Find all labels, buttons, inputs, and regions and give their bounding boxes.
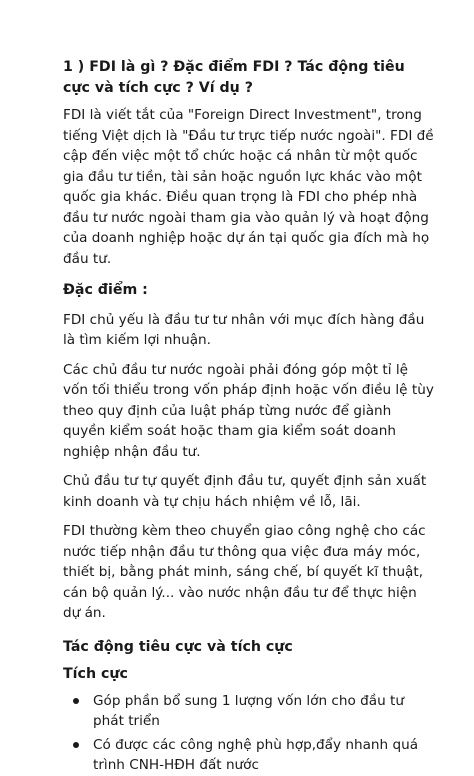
list-item [93,691,436,732]
feature-paragraph: FDI chủ yếu là đầu tư tư nhân với mục đích hàng đầu là tìm kiếm lợi nhuận. [63,311,425,348]
positive-list [63,691,436,776]
bullet-icon [73,698,79,704]
impact-heading: Tác động tiêu cực và tích cực [63,638,293,655]
list-item-text: Góp phần bổ sung 1 lượng vốn lớn cho đầu tư phát triển [93,692,404,729]
document-title: 1 ) FDI là gì ? Đặc điểm FDI ? Tác động tiêu cực và tích cực ? Ví dụ ? [63,59,405,96]
positive-heading: Tích cực [63,666,128,682]
list-item [93,735,436,776]
feature-paragraph: FDI thường kèm theo chuyển giao công nghệ cho các nước tiếp nhận đầu tư thông qua việc đưa máy móc, thiết bị, bằng phát minh, sáng chế, bí quyết kĩ thuật, cán bộ quản lý... vào nước nhận đầu tư để thực hiện dự án. [63,523,426,621]
feature-paragraph: Các chủ đầu tư nước ngoài phải đóng góp một tỉ lệ vốn tối thiểu trong vốn pháp định hoặc vốn điều lệ tùy theo quy định của luật pháp từng nước để giành quyền kiểm soát hoặc tham gia kiểm soát doanh nghiệp nhận đầu tư. [63,361,434,460]
bullet-icon [73,742,79,748]
features-heading: Đặc điểm : [63,282,148,298]
feature-paragraph: Chủ đầu tư tự quyết định đầu tư, quyết định sản xuất kinh doanh và tự chịu hách nhiệm về lỗ, lãi. [63,473,427,510]
list-item-text: Có được các công nghệ phù hợp,đẩy nhanh quá trình CNH-HĐH đất nước [93,736,419,773]
intro-paragraph: FDI là viết tắt của "Foreign Direct Investment", trong tiếng Việt dịch là "Đầu tư trực tiếp nước ngoài". FDI đề cập đến việc một tổ chức hoặc cá nhân từ một quốc gia đầu tư tiền, tài sản hoặc nguồn lực khác vào một quốc gia khác. Điều quan trọng là FDI cho phép nhà đầu tư nước ngoài tham gia vào quản lý và hoạt động của doanh nghiệp hoặc dự án tại quốc gia đích mà họ đầu tư. [63,107,434,267]
